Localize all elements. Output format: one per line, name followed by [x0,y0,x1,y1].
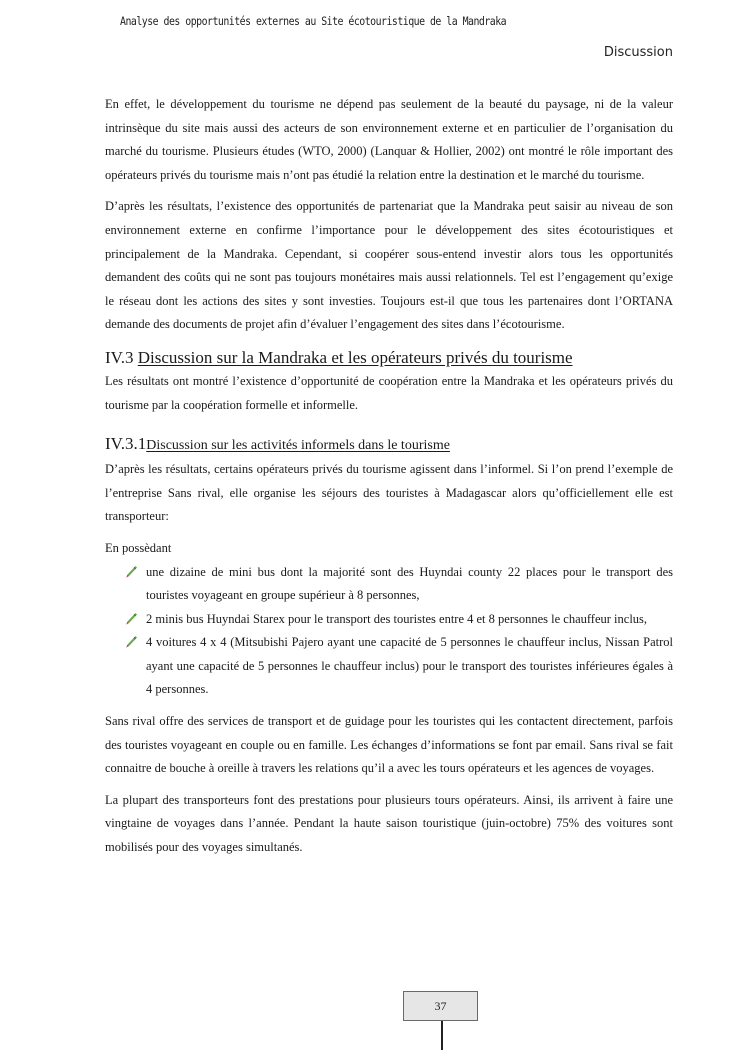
section-number: IV.3 [105,347,134,367]
subsection-title: Discussion sur les activités informels dans le tourisme [146,438,450,454]
subsection-number: IV.3.1 [105,434,147,454]
list-item [146,631,673,702]
page-content [105,93,673,868]
paragraph-1: En effet, le développement du tourisme ne dépend pas seulement de la beauté du paysage, ni de la valeur intrinsèque du site mais aussi des acteurs de son environnement externe et en particulier de l’organisation du marché du tourisme. Plusieurs études (WTO, 2000) (Lanquar & Hollier, 2002) ont montré le rôle important des opérateurs privés du tourisme mais n’ont pas étudié la relation entre la destination et le marché du tourisme. [105,97,673,182]
paragraph-3: Les résultats ont montré l’existence d’opportunité de coopération entre la Mandraka et les opérateurs privés du tourisme par la coopération formelle et informelle. [105,373,673,412]
pen-bullet-icon [125,565,138,579]
pen-bullet-icon [125,635,138,649]
page-number: 37 [403,991,478,1021]
list-item-text: 2 minis bus Huyndai Starex pour le transport des touristes entre 4 et 8 personnes le chauffeur inclus, [146,611,648,626]
paragraph-2: D’après les résultats, l’existence des opportunités de partenariat que la Mandraka peut saisir au niveau de son environnement externe en confirme l’importance pour le développement des sites écotouristiques et principalement de la Mandraka. Cependant, si coopérer sous-entend investir alors tous les opportunités demandent des coûts qui ne sont pas toujours monétaires mais aussi relationnels. Tel est l’engagement qu’exige le réseau dont les actions des sites y sont investies. Toujours est-il que tous les partenaires dont l’ORTANA demande des documents de projet afin d’évaluer l’engagement des sites dans l’écotourisme. [105,199,673,332]
paragraph-6: La plupart des transporteurs font des prestations pour plusieurs tours opérateurs. Ainsi, ils arrivent à faire une vingtaine de voyages dans l’année. Pendant la haute saison touristique (juin-octobre) 75% des voitures sont mobilisés pour des voyages simultanés. [105,792,673,855]
running-header-title: Analyse des opportunités externes au Site écotouristique de la Mandraka [120,14,507,28]
page-number-stem [441,1021,443,1050]
list-item-text: une dizaine de mini bus dont la majorité sont des Huyndai county 22 places pour le transport des touristes voyageant en groupe supérieur à 8 personnes, [146,564,673,603]
section-label: Discussion [603,45,673,60]
subsection-heading [105,432,673,458]
paragraph-5: Sans rival offre des services de transport et de guidage pour les touristes qui les contactent directement, parfois des touristes voyageant en couple ou en famille. Les échanges d’informations se font par email. Sans rival se fait connaitre de bouche à oreille à travers les relations qu’il a avec les tours opérateurs et les agences de voyages. [105,714,673,776]
vehicle-list [105,561,673,703]
list-intro: En possèdant [105,540,172,555]
list-item [146,561,673,608]
section-heading [105,345,673,370]
list-item [146,608,673,632]
paragraph-4: D’après les résultats, certains opérateurs privés du tourisme agissent dans l’informel. Si l’on prend l’exemple de l’entreprise Sans rival, elle organise les séjours des touristes à Madagascar alors qu’officiellement elle est transporteur: [105,462,673,524]
section-title: Discussion sur la Mandraka et les opérateurs privés du tourisme [137,347,573,367]
list-item-text: 4 voitures 4 x 4 (Mitsubishi Pajero ayant une capacité de 5 personnes le chauffeur inclus, Nissan Patrol ayant une capacité de 5 personnes le chauffeur inclus) pour le transport des touristes inférieures égales à 4 personnes. [146,635,673,697]
pen-bullet-icon [125,612,138,626]
